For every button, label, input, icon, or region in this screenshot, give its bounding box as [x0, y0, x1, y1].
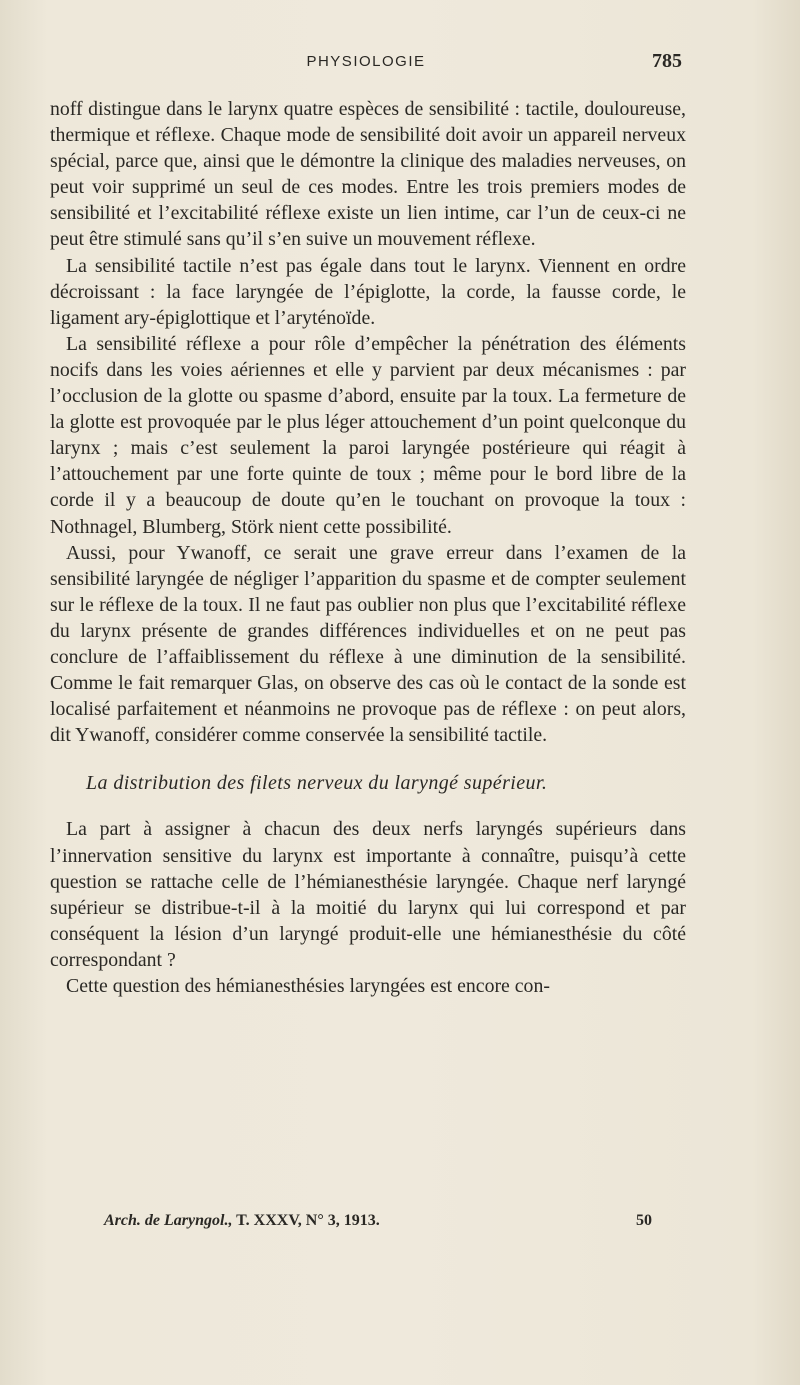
page-number: 785 [652, 50, 682, 72]
paragraph-continued: noff distingue dans le larynx quatre espèces de sensibilité : tactile, douloureuse, thermique et réflexe. Chaque mode de sensibilité doit avoir un appareil nerveux spécial, parce que, ainsi que le démontre la clinique des maladies nerveuses, on peut voir supprimé un seul de ces modes. Entre les trois premiers modes de sensibilité et l’excitabilité réflexe existe un lien intime, car l’un de ceux-ci ne peut être stimulé sans qu’il s’en suive un mouvement réflexe. [50, 98, 686, 251]
signature-mark: 50 [636, 1212, 652, 1229]
paragraph: Aussi, pour Ywanoff, ce serait une grave erreur dans l’examen de la sensibilité laryngée de négliger l’apparition du spasme et de compter seulement sur le réflexe de la toux. Il ne faut pas oublier non plus que l’excitabilité réflexe du larynx présente de grandes différences individuelles et on ne peut pas conclure de l’affaiblissement du réflexe à une diminution de la sensibilité. Comme le fait remarquer Glas, on observe des cas où le contact de la sonde est localisé parfaitement et néanmoins ne provoque pas de réflexe : on peut alors, dit Ywanoff, considérer comme conservée la sensibilité tactile. [50, 541, 686, 747]
page-header [50, 50, 682, 74]
paragraph: La sensibilité tactile n’est pas égale dans tout le larynx. Viennent en ordre décroissant : la face laryngée de l’épiglotte, la corde, la fausse corde, le ligament ary-épiglottique et l’aryténoïde. [50, 254, 686, 329]
running-head: PHYSIOLOGIE [306, 53, 426, 70]
paragraph: Cette question des hémianesthésies laryngées est encore con- [66, 975, 550, 997]
journal-name: Arch. de Laryngol., [104, 1212, 233, 1229]
paragraph: La part à assigner à chacun des deux nerfs laryngés supérieurs dans l’innervation sensitive du larynx est importante à connaître, puisqu’à cette question se rattache celle de l’hémianesthésie laryngée. Chaque nerf laryngé supérieur se distribue-t-il à la moitié du larynx qui lui correspond et par conséquent la lésion d’un laryngé produit-elle une hémianesthésie du côté correspondant ? [50, 818, 686, 971]
section-title: La distribution des filets nerveux du laryngé supérieur. [86, 772, 548, 795]
journal-volume: T. XXXV, N° 3, 1913. [232, 1212, 380, 1229]
paragraph: La sensibilité réflexe a pour rôle d’empêcher la pénétration des éléments nocifs dans les voies aériennes et elle y parvient par deux mécanismes : par l’occlusion de la glotte ou spasme d’abord, ensuite par la toux. La fermeture de la glotte est provoquée par le plus léger attouchement d’un point quelconque du larynx ; mais c’est seulement la paroi laryngée postérieure qui réagit à l’attouchement par une forte quinte de toux ; même pour le bord libre de la corde il y a beaucoup de doute qu’en le touchant on provoque la toux : Nothnagel, Blumberg, Störk nient cette possibilité. [50, 332, 686, 538]
footer-reference [104, 1212, 380, 1229]
body-text [50, 96, 686, 999]
footer [104, 1212, 664, 1230]
